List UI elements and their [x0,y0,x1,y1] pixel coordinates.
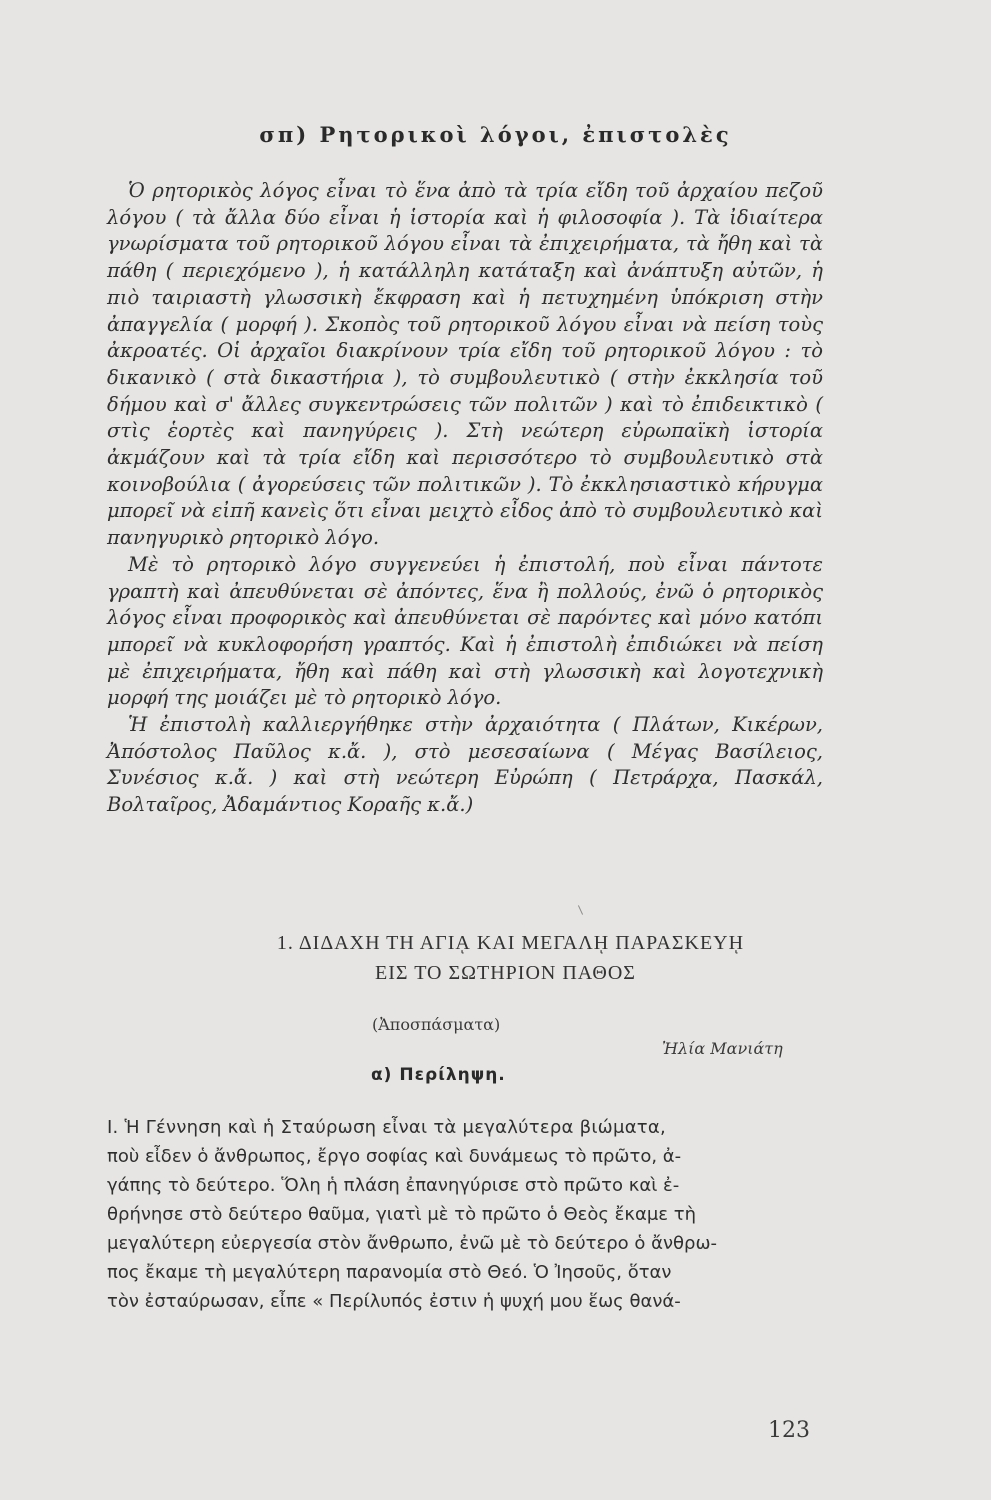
intro-paragraph: Ἡ ἐπιστολὴ καλλιεργήθηκε στὴν ἀρχαιότητα ( Πλάτων, Κικέρων, Ἀπόστολος Παῦλος κ.ἄ. ), στὸ μεσεσαίωνα ( Μέγας Βασίλειος, Συνέσιος κ.ἄ. ) καὶ στὴ νεώτερη Εὐρώπη ( Πετράρχα, Πασκάλ, Βολταῖρος, Ἀδαμάντιος Κοραῆς κ.ἄ.) [107,713,823,817]
subheading: α) Περίληψη. [371,1065,506,1085]
body-line: γάπης τὸ δεύτερο. Ὅλη ἡ πλάση ἐπανηγύρισε στὸ πρῶτο καὶ ἐ- [107,1175,680,1196]
speech-title-line: 1. ΔΙΔΑΧΗ ΤΗ ΑΓΙᾼ ΚΑΙ ΜΕΓΑΛῌ ΠΑΡΑΣΚΕΥῌ [276,932,745,954]
speech-title [0,928,991,988]
section-heading: σπ) Ρητορικοὶ λόγοι, ἐπιστολὲς [259,122,732,147]
speech-title-line: ΕΙΣ ΤΟ ΣΩΤΗΡΙΟΝ ΠΑΘΟΣ [375,962,636,984]
intro-paragraph: Μὲ τὸ ρητορικὸ λόγο συγγενεύει ἡ ἐπιστολή, ποὺ εἶναι πάντοτε γραπτὴ καὶ ἀπευθύνεται σὲ ἀπόντες, ἕνα ἢ πολλούς, ἐνῶ ὁ ρητορικὸς λόγος εἶναι προφορικὸς καὶ ἀπευθύνεται σὲ παρόντες καὶ μόνο κατόπι μπορεῖ νὰ κυκλοφορήση γραπτός. Καὶ ἡ ἐπιστολὴ ἐπιδιώκει νὰ πείση μὲ ἐπιχειρήματα, ἤθη καὶ πάθη καὶ στὴ γλωσσικὴ καὶ λογοτεχνικὴ μορφή της μοιάζει μὲ τὸ ρητορικὸ λόγο. [107,552,823,710]
body-line: Ι. Ἡ Γέννηση καὶ ἡ Σταύρωση εἶναι τὰ μεγαλύτερα βιώματα, [107,1117,666,1138]
body-line: ποὺ εἶδεν ὁ ἄνθρωπος, ἔργο σοφίας καὶ δυνάμεως τὸ πρῶτο, ἀ- [107,1146,682,1167]
page-number: 123 [768,1418,810,1443]
body-line: τὸν ἐσταύρωσαν, εἶπε « Περίλυπός ἐστιν ἡ ψυχή μου ἕως θανά- [107,1291,681,1312]
intro-text [107,178,823,819]
excerpt-note: (Ἀποσπάσματα) [372,1015,501,1034]
body-line: μεγαλύτερη εὐεργεσία στὸν ἄνθρωπο, ἐνῶ μὲ τὸ δεύτερο ὁ ἄνθρω- [107,1233,718,1254]
author-name: Ἠλία Μανιάτη [662,1039,783,1058]
body-line: θρήνησε στὸ δεύτερο θαῦμα, γιατὶ μὲ τὸ πρῶτο ὁ Θεὸς ἔκαμε τὴ [107,1204,697,1225]
body-line: πος ἔκαμε τὴ μεγαλύτερη παρανομία στὸ Θεό. Ὁ Ἰησοῦς, ὅταν [107,1262,672,1283]
body-text [107,1113,823,1316]
print-speck [578,905,583,914]
intro-paragraph: Ὁ ρητορικὸς λόγος εἶναι τὸ ἕνα ἀπὸ τὰ τρία εἴδη τοῦ ἀρχαίου πεζοῦ λόγου ( τὰ ἄλλα δύο εἶναι ἡ ἱστορία καὶ ἡ φιλοσοφία ). Τὰ ἰδιαίτερα γνωρίσματα τοῦ ρητορικοῦ λόγου εἶναι τὰ ἐπιχειρήματα, τὰ ἤθη καὶ τὰ πάθη ( περιεχόμενο ), ἡ κατάλληλη κατάταξη καὶ ἀνάπτυξη αὐτῶν, ἡ πιὸ ταιριαστὴ γλωσσικὴ ἔκφραση καὶ ἡ πετυχημένη ὑπόκριση στὴν ἀπαγγελία ( μορφή ). Σκοπὸς τοῦ ρητορικοῦ λόγου εἶναι νὰ πείση τοὺς ἀκροατές. Οἱ ἀρχαῖοι διακρίνουν τρία εἴδη τοῦ ρητορικοῦ λόγου : τὸ δικανικὸ ( στὰ δικαστήρια ), τὸ συμβουλευτικὸ ( στὴν ἐκκλησία τοῦ δήμου καὶ σ' ἄλλες συγκεντρώσεις τῶν πολιτῶν ) καὶ τὸ ἐπιδεικτικὸ ( στὶς ἑορτὲς καὶ πανηγύρεις ). Στὴ νεώτερη εὐρωπαϊκὴ ἱστορία ἀκμάζουν καὶ τὰ τρία εἴδη καὶ περισσότερο τὸ συμβουλευτικὸ στὰ κοινοβούλια ( ἀγορεύσεις τῶν πολιτικῶν ). Τὸ ἐκκλησιαστικὸ κήρυγμα μπορεῖ νὰ εἰπῆ κανεὶς ὅτι εἶναι μειχτὸ εἶδος ἀπὸ τὸ συμβουλευτικὸ καὶ πανηγυρικὸ ρητορικὸ λόγο. [107,179,823,550]
